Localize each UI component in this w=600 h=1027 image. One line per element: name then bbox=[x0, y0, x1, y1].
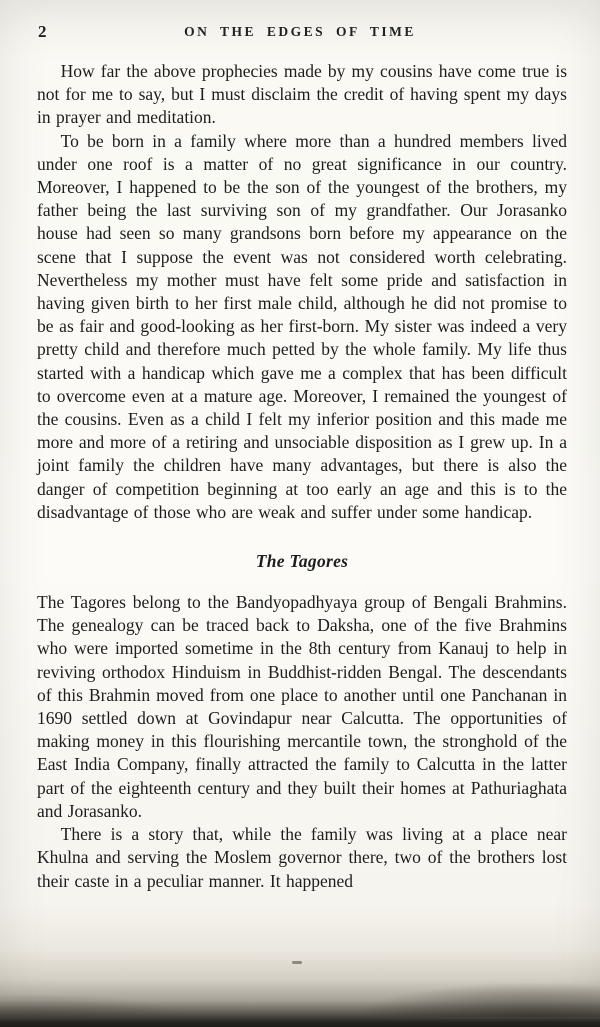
running-title: ON THE EDGES OF TIME bbox=[184, 24, 416, 39]
scan-bottom-shadow bbox=[0, 949, 600, 1027]
section-heading-the-tagores: The Tagores bbox=[255, 551, 349, 572]
page-number: 2 bbox=[38, 22, 47, 41]
page-header bbox=[0, 0, 600, 54]
page-body bbox=[0, 54, 600, 893]
paragraph-prophecies: How far the above prophecies made by my cousins have come true is not for me to say, but I must disclaim the credit of having spent my days in prayer and meditation. bbox=[37, 61, 567, 128]
paragraph-family-birth: To be born in a family where more than a hundred members lived under one roof is a matter of no great significance in our country. Moreover, I happened to be the son of the youngest of the brothers, my father being the last surviving son of my grandfather. Our Jorasanko house had seen so many grandsons born before my appearance on the scene that I suppose the event was not considered worth celebrating. Nevertheless my mother must have felt some pride and satisfaction in having given birth to her first male child, although he did not promise to be as fair and good-looking as her first-born. My sister was indeed a very pretty child and therefore much petted by the whole family. My life thus started with a handicap which gave me a complex that has been difficult to overcome even at a mature age. Moreover, I remained the youngest of the cousins. Even as a child I felt my inferior position and this made me more and more of a retiring and unsociable disposition as I grew up. In a joint family the children have many advantages, but there is also the danger of competition beginning at too early an age and this is to the disadvantage of those who are weak and suffer under some handicap. bbox=[37, 130, 567, 522]
paragraph-khulna-story: There is a story that, while the family was living at a place near Khulna and serving the Moslem governor there, two of the brothers lost their caste in a peculiar manner. It happened bbox=[37, 824, 567, 891]
paragraph-tagores-genealogy: The Tagores belong to the Bandyopadhyaya group of Bengali Brahmins. The genealogy can be traced back to Daksha, one of the five Brahmins who were imported sometime in the 8th century from Kanauj to help in reviving orthodox Hinduism in Buddhist-ridden Bengal. The descendants of this Brahmin moved from one place to another until one Panchanan in 1690 settled down at Govindapur near Calcutta. The opportunities of making money in this flourishing mercantile town, the stronghold of the East India Company, finally attracted the family to Calcutta in the latter part of the eighteenth century and they built their homes at Pathuriaghata and Jorasanko. bbox=[37, 592, 567, 821]
